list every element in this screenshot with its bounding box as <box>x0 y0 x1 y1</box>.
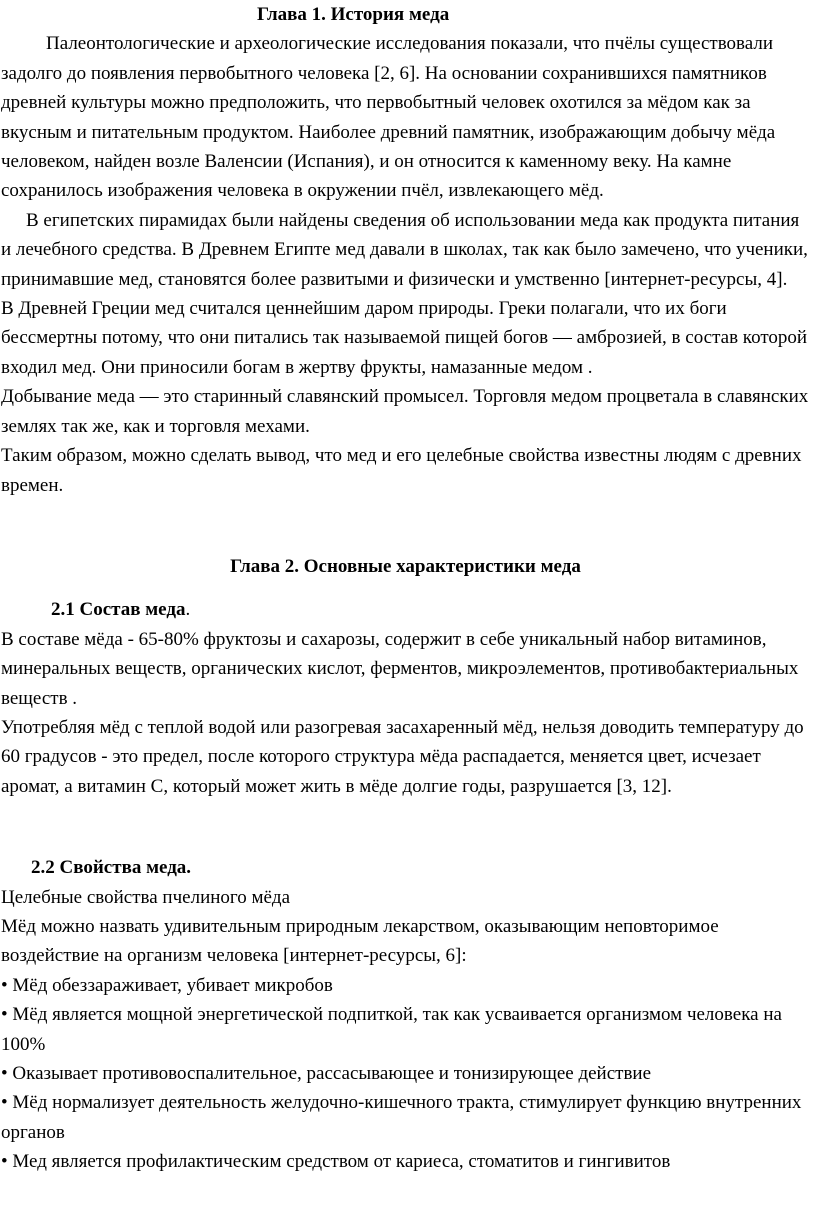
list-item: • Оказывает противовоспалительное, рассасывающее и тонизирующее действие <box>1 1063 652 1084</box>
chapter-1-paragraph-2: В египетских пирамидах были найдены сведения об использовании меда как продукта питания и лечебного средства. В Древнем Египте мед давали в школах, так как было замечено, что ученики, принимавшие мед, становятся более развитыми и физически и умственно [интернет-ресурсы, 4]. <box>1 209 808 290</box>
list-item: • Мёд является мощной энергетической подпиткой, так как усваивается организмом человека на 100% <box>1 1004 782 1055</box>
chapter-2-title: Глава 2. Основные характеристики меда <box>230 555 581 577</box>
section-2-2-subheading: Целебные свойства пчелиного мёда <box>1 886 291 908</box>
section-2-1-title <box>1 595 810 624</box>
chapter-1-title: Глава 1. История меда <box>257 4 450 25</box>
spacer <box>1 500 810 552</box>
chapter-1-paragraph-4: Добывание меда — это старинный славянский промысел. Торговля медом процветала в славянских землях так же, как и торговля мехами. <box>1 386 809 437</box>
chapter-1-paragraph-3: В Древней Греции мед считался ценнейшим даром природы. Греки полагали, что их боги бессмертны потому, что они питались так называемой пищей богов — амброзией, в состав которой входил мед. Они приносили богам в жертву фрукты, намазанные медом . <box>1 298 808 378</box>
section-2-1-title-text: 2.1 Состав меда <box>51 599 186 621</box>
spacer <box>1 801 810 853</box>
section-2-1-title-suffix: . <box>185 599 191 621</box>
list-item: • Мёд обеззараживает, убивает микробов <box>1 974 333 996</box>
section-2-1-paragraph-1: В составе мёда - 65-80% фруктозы и сахарозы, содержит в себе уникальный набор витаминов, минеральных веществ, органических кислот, ферментов, микроэлементов, противобактериальных веществ . <box>1 628 799 709</box>
spacer <box>1 581 810 595</box>
chapter-1-paragraph-1: Палеонтологические и археологические исследования показали, что пчёлы существовали задолго до появления первобытного человека [2, 6]. На основании сохранившихся памятников древней культуры можно предположить, что первобытный человек охотился за мёдом как за вкусным и питательным продуктом. Наиболее древний памятник, изображающим добычу мёда человеком, найден возле Валенсии (Испания), и он относится к каменному веку. На камне сохранилось изображения человека в окружении пчёл, извлекающего мёд. <box>1 33 776 202</box>
chapter-1-paragraph-5: Таким образом, можно сделать вывод, что мед и его целебные свойства известны людям с древних времен. <box>1 445 802 496</box>
section-2-2-title: 2.2 Свойства меда. <box>31 857 192 879</box>
list-item: • Мед является профилактическим средством от кариеса, стоматитов и гингивитов <box>1 1151 671 1173</box>
list-item: • Мёд нормализует деятельность желудочно-кишечного тракта, стимулирует функцию внутренних органов <box>1 1092 802 1143</box>
section-2-2-intro: Мёд можно назвать удивительным природным лекарством, оказывающим неповторимое воздействие на организм человека [интернет-ресурсы, 6]: <box>1 915 719 967</box>
section-2-1-paragraph-2: Употребляя мёд с теплой водой или разогревая засахаренный мёд, нельзя доводить температуру до 60 градусов - это предел, после которого структура мёда распадается, меняется цвет, исчезает аромат, а витамин С, который может жить в мёде долгие годы, разрушается [3, 12]. <box>1 716 804 797</box>
